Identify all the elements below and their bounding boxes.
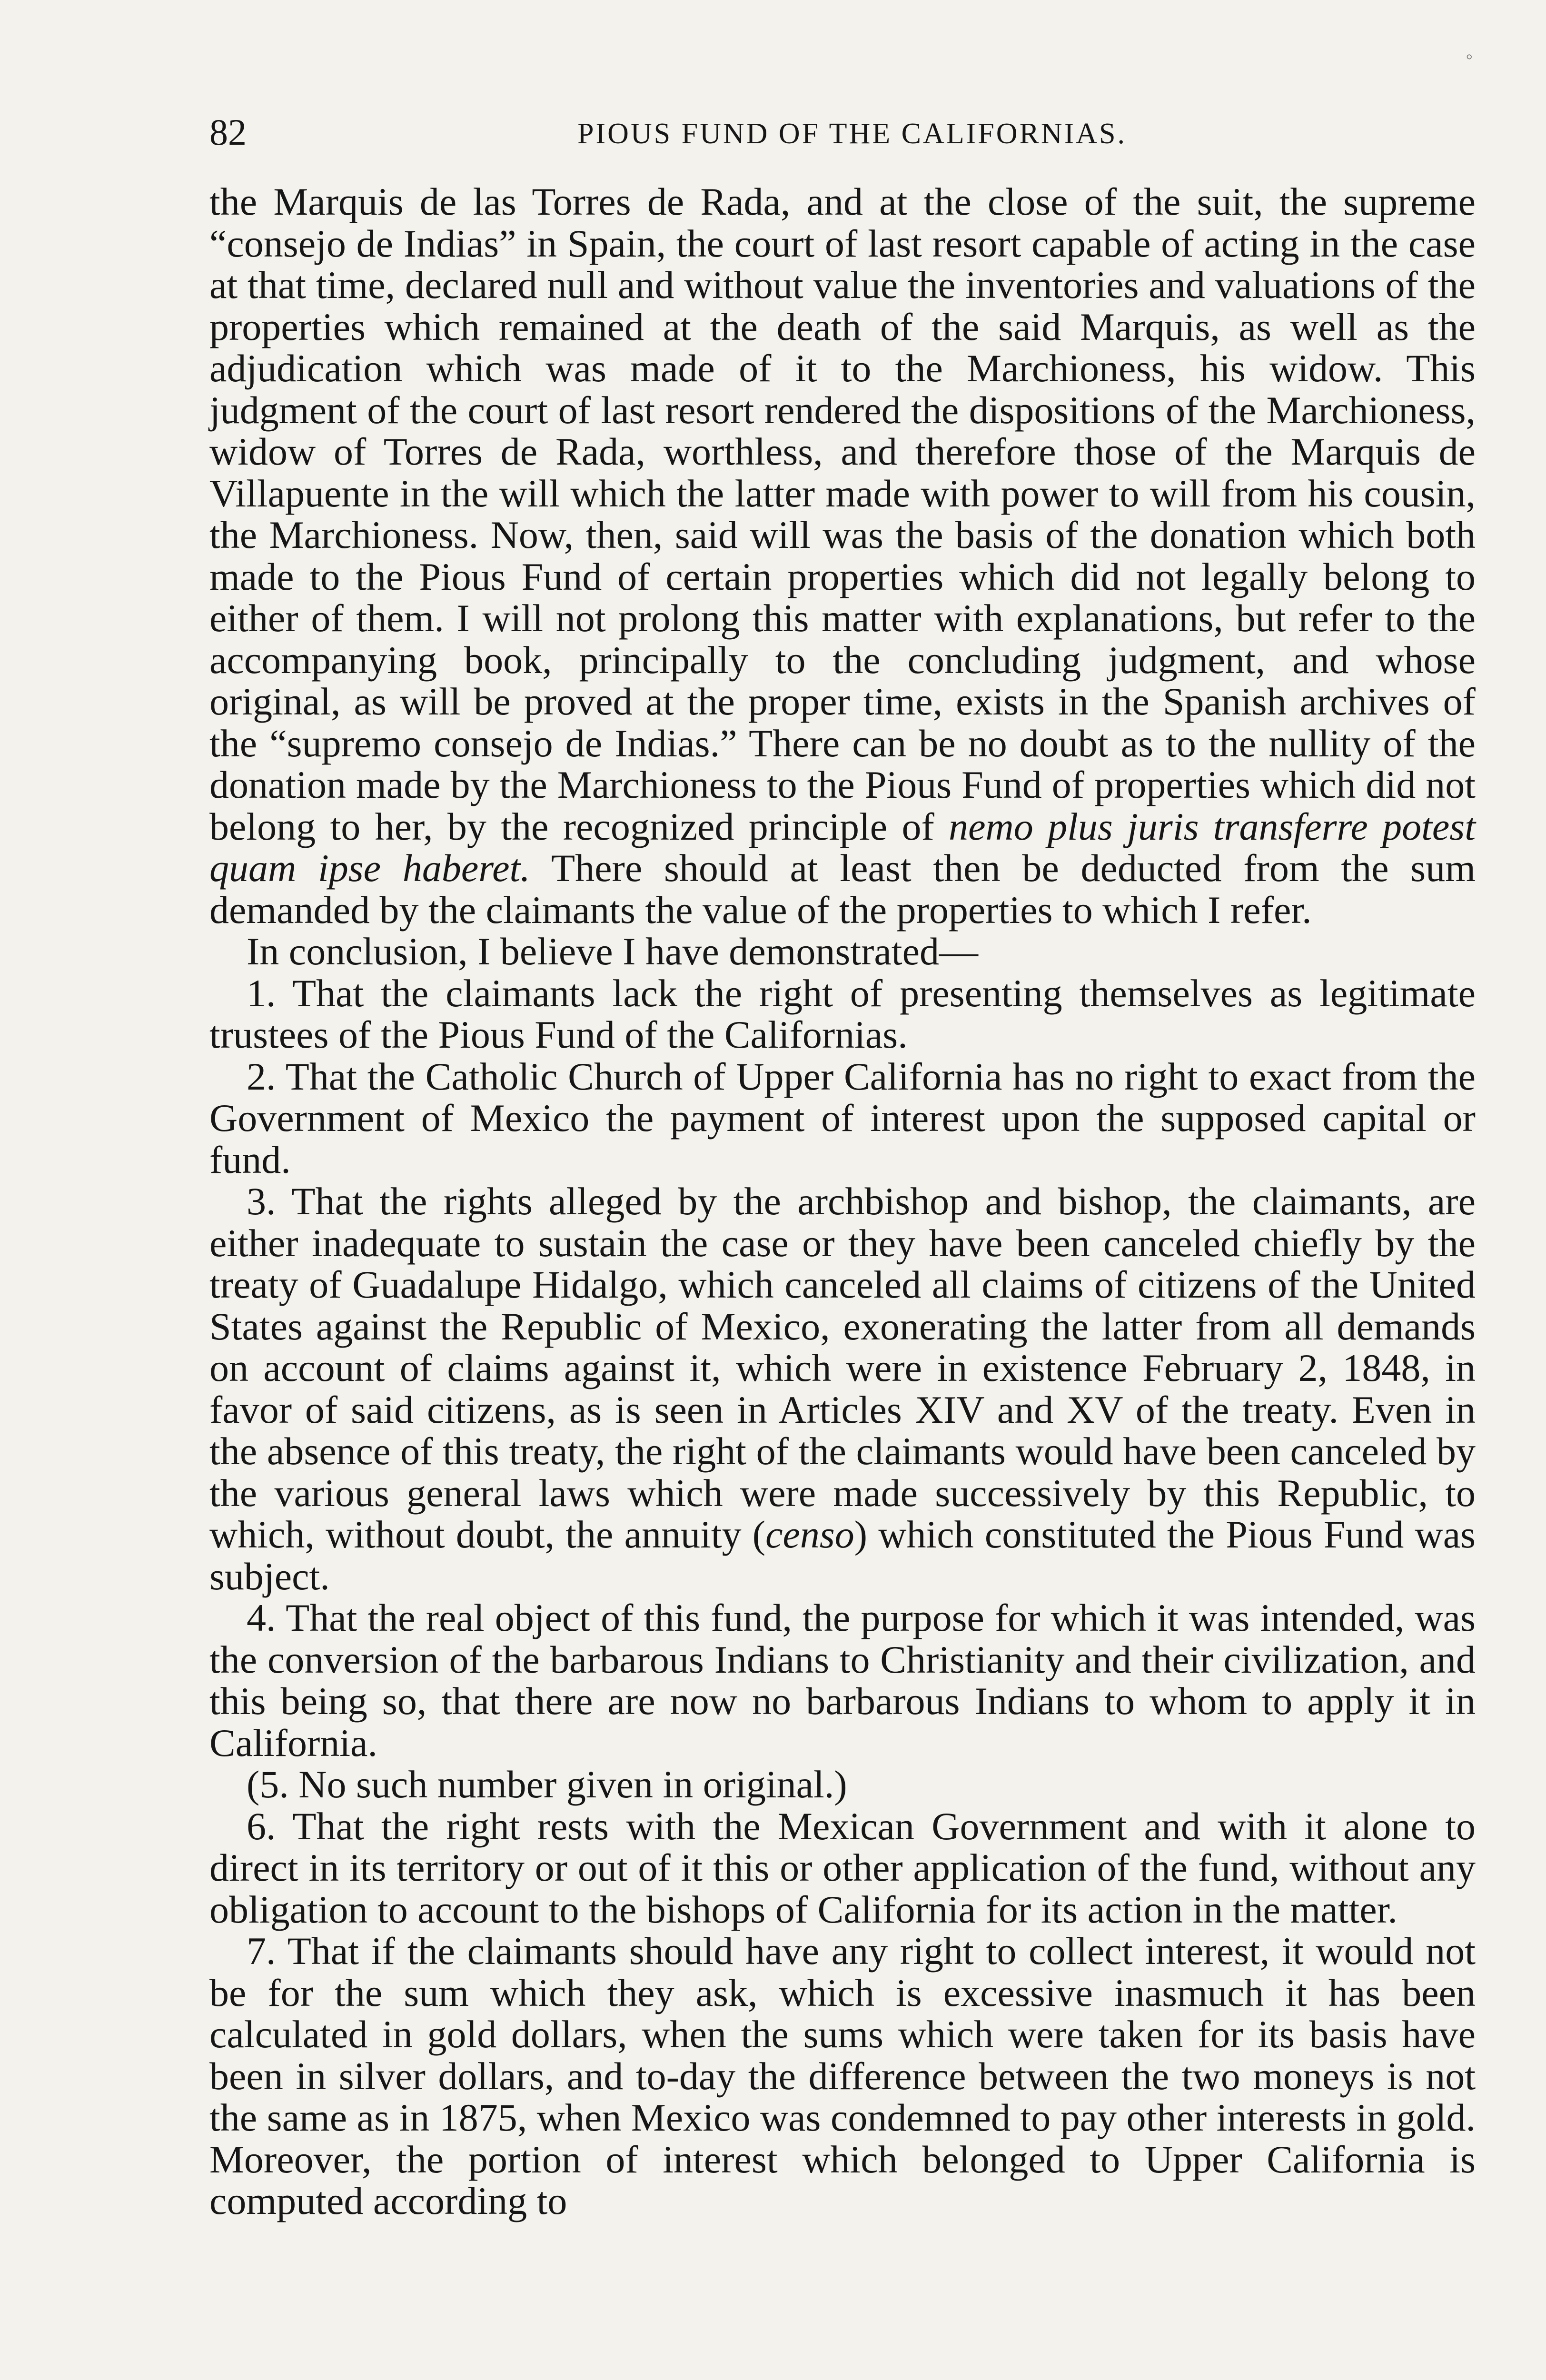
numbered-point-5-note: (5. No such number given in original.) [247, 1763, 847, 1806]
numbered-point-3 [209, 1180, 1476, 1597]
latin-maxim: nemo plus juris transferre potest quam ipse haberet. [209, 804, 1476, 890]
paragraph-text: ) which constituted the Pious Fund was subject. [209, 1513, 1476, 1598]
numbered-point-1: 1. That the claimants lack the right of presenting themselves as legitimate trustees of the Pious Fund of the Californias. [209, 971, 1476, 1056]
paragraph-conclusion-intro: In conclusion, I believe I have demonstrated— [247, 930, 978, 973]
paragraph-continuation [209, 181, 1476, 931]
italic-term-censo: censo [765, 1513, 854, 1556]
paragraph-text: 3. That the rights alleged by the archbishop and bishop, the claimants, are either inadequate to sustain the case or they have been canceled chiefly by the treaty of Guadalupe Hidalgo, which canceled all claims of citizens of the United States against the Republic of Mexico, exonerating the latter from all demands on account of claims against it, which were in existence February 2, 1848, in favor of said citizens, as is seen in Articles XIV and XV of the treaty. Even in the absence of this treaty, the right of the claimants would have been canceled by the various general laws which were made successively by this Republic, to which, without doubt, the annuity ( [209, 1180, 1476, 1556]
numbered-point-6: 6. That the right rests with the Mexican Government and with it alone to direct in its territory or out of it this or other application of the fund, without any obligation to account to the bishops of California for its action in the matter. [209, 1804, 1476, 1931]
paragraph-text: There should at least then be deducted from the sum demanded by the claimants the value of the properties to which I refer. [209, 846, 1476, 932]
running-header [209, 109, 1495, 166]
numbered-point-4: 4. That the real object of this fund, the purpose for which it was intended, was the conversion of the barbarous Indians to Christianity and their civilization, and this being so, that there are now no barbarous Indians to whom to apply it in California. [209, 1596, 1476, 1765]
margin-mark: ° [1466, 51, 1473, 69]
page-number: 82 [209, 111, 247, 153]
numbered-point-7: 7. That if the claimants should have any right to collect interest, it would not be for the sum which they ask, which is excessive inasmuch it has been calculated in gold dollars, when the sums which were taken for its basis have been in silver dollars, and to-day the difference between the two moneys is not the same as in 1875, when Mexico was condemned to pay other interests in gold. Moreover, the portion of interest which belonged to Upper California is computed according to [209, 1929, 1476, 2222]
paragraph-text: the Marquis de las Torres de Rada, and at the close of the suit, the supreme “consejo de Indias” in Spain, the court of last resort capable of acting in the case at that time, declared null and without value the inventories and valuations of the properties which remained at the death of the said Marquis, as well as the adjudication which was made of it to the Marchioness, his widow. This judgment of the court of last resort rendered the dispositions of the Marchioness, widow of Torres de Rada, worthless, and therefore those of the Marquis de Villapuente in the will which the latter made with power to will from his cousin, the Marchioness. Now, then, said will was the basis of the donation which both made to the Pious Fund of certain properties which did not legally belong to either of them. I will not prolong this matter with explanations, but refer to the accompanying book, principally to the concluding judgment, and whose original, as will be proved at the proper time, exists in the Spanish archives of the “supremo consejo de Indias.” There can be no doubt as to the nullity of the donation made by the Marchioness to the Pious Fund of properties which did not belong to her, by the recognized principle of [209, 180, 1476, 848]
numbered-point-2: 2. That the Catholic Church of Upper California has no right to exact from the Government of Mexico the payment of interest upon the supposed capital or fund. [209, 1054, 1476, 1181]
running-title: PIOUS FUND OF THE CALIFORNIAS. [577, 118, 1127, 150]
body-text [209, 181, 1476, 2222]
